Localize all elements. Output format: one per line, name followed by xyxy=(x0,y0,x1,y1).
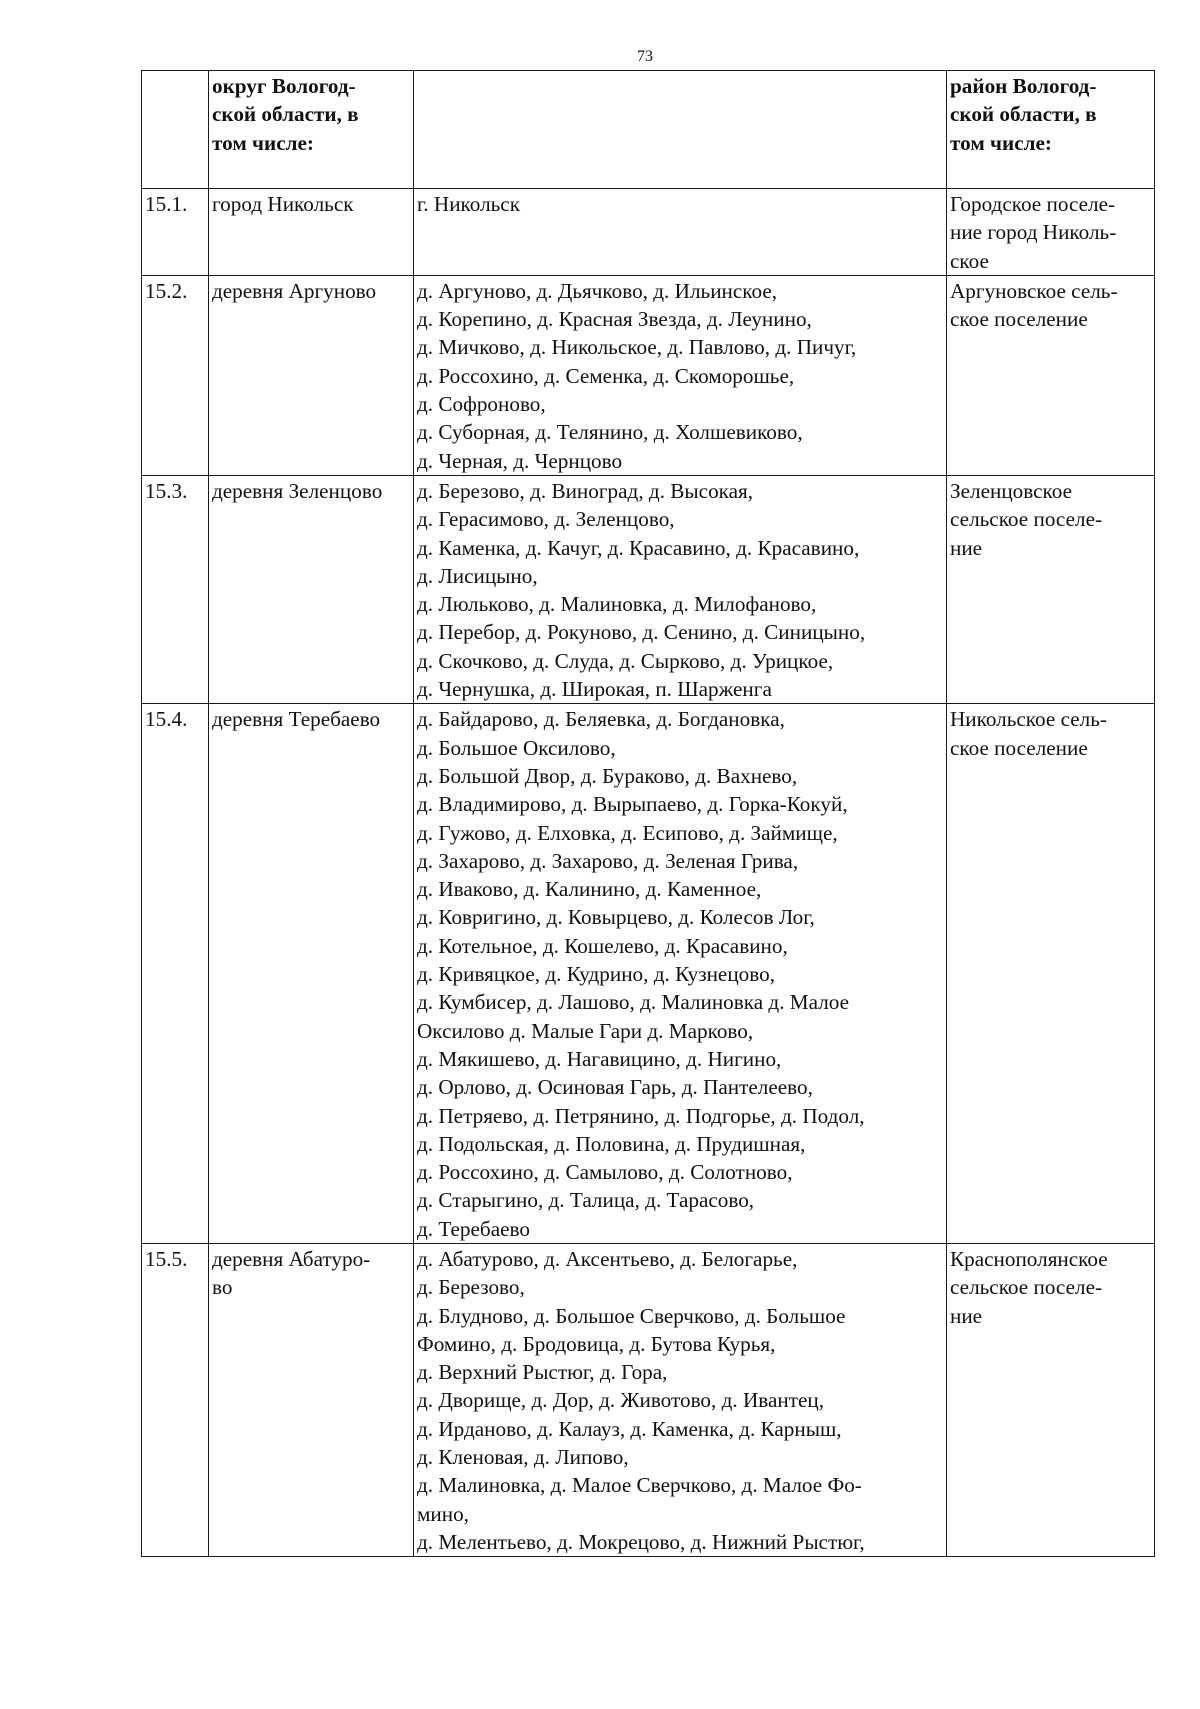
center-cell xyxy=(209,189,414,276)
settlement-line: д. Софроново, xyxy=(417,392,546,417)
settlements-table xyxy=(141,70,1155,1557)
settlement-line: д. Петряево, д. Петрянино, д. Подгорье, д. Подол, xyxy=(417,1103,865,1128)
settlement-line: д. Ковригино, д. Ковырцево, д. Колесов Лог, xyxy=(417,905,815,930)
municipality-line: Аргуновское сель- xyxy=(950,278,1118,303)
municipality-cell xyxy=(947,475,1155,703)
table-row xyxy=(142,189,1155,276)
settlement-line: д. Мелентьево, д. Мокрецово, д. Нижний Рыстюг, xyxy=(417,1529,865,1554)
settlement-line: д. Лисицыно, xyxy=(417,563,538,588)
row-number-cell: 15.3. xyxy=(142,475,209,703)
settlement-line: д. Черная, д. Чернцово xyxy=(417,448,623,473)
municipality-line: ское поселение xyxy=(950,307,1088,332)
settlement-line: д. Люльково, д. Малиновка, д. Милофаново, xyxy=(417,592,817,617)
settlement-line: д. Перебор, д. Рокуново, д. Сенино, д. Синицыно, xyxy=(417,620,866,645)
table-row xyxy=(142,275,1155,475)
settlement-line: д. Захарово, д. Захарово, д. Зеленая Грива, xyxy=(417,848,799,873)
settlement-line: д. Скочково, д. Слуда, д. Сырково, д. Урицкое, xyxy=(417,648,834,673)
header-district-line: округ Вологод- xyxy=(212,74,356,98)
municipality-line: ние xyxy=(950,1303,983,1328)
table-header-row xyxy=(142,71,1155,189)
settlement-line: д. Чернушка, д. Широкая, п. Шарженга xyxy=(417,677,772,702)
settlement-line: д. Березово, д. Виноград, д. Высокая, xyxy=(417,478,754,503)
header-region-line: район Вологод- xyxy=(950,74,1097,98)
header-region-line: ской области, в xyxy=(950,102,1097,127)
settlement-line: г. Никольск xyxy=(417,192,520,216)
table-row xyxy=(142,475,1155,703)
municipality-line: ние город Николь- xyxy=(950,220,1117,245)
settlement-line: д. Дворище, д. Дор, д. Животово, д. Ивантец, xyxy=(417,1388,825,1413)
settlement-line: д. Аргуново, д. Дьячково, д. Ильинское, xyxy=(417,278,778,303)
settlement-line: д. Блудново, д. Большое Сверчково, д. Большое xyxy=(417,1303,846,1328)
center-cell xyxy=(209,275,414,475)
settlement-line: Фомино, д. Бродовица, д. Бутова Курья, xyxy=(417,1331,776,1356)
settlement-line: д. Подольская, д. Половина, д. Прудишная, xyxy=(417,1131,806,1156)
header-district-line: ской области, в xyxy=(212,102,359,127)
center-cell xyxy=(209,704,414,1244)
municipality-line: Зеленцовское xyxy=(950,478,1073,503)
municipality-cell xyxy=(947,189,1155,276)
settlement-line: д. Кленовая, д. Липово, xyxy=(417,1445,629,1470)
municipality-line: ское поселение xyxy=(950,735,1088,760)
settlements-cell xyxy=(414,704,947,1244)
settlement-line: д. Каменка, д. Качуг, д. Красавино, д. Красавино, xyxy=(417,535,860,560)
settlement-line: д. Байдарово, д. Беляевка, д. Богдановка, xyxy=(417,707,785,732)
settlement-line: д. Верхний Рыстюг, д. Гора, xyxy=(417,1360,668,1385)
settlement-line: д. Герасимово, д. Зеленцово, xyxy=(417,507,675,532)
municipality-cell xyxy=(947,275,1155,475)
municipality-line: сельское поселе- xyxy=(950,507,1103,532)
page-number: 73 xyxy=(637,48,653,65)
settlement-line: д. Кривяцкое, д. Кудрино, д. Кузнецово, xyxy=(417,962,776,987)
center-cell xyxy=(209,475,414,703)
settlement-line: д. Орлово, д. Осиновая Гарь, д. Пантелеево, xyxy=(417,1075,813,1100)
settlements-cell xyxy=(414,189,947,276)
settlement-line: д. Березово, xyxy=(417,1275,525,1300)
center-cell xyxy=(209,1243,414,1556)
settlement-line: мино, xyxy=(417,1501,469,1526)
header-cell-number xyxy=(142,71,209,189)
municipality-cell xyxy=(947,1243,1155,1556)
settlement-line: д. Корепино, д. Красная Звезда, д. Леунино, xyxy=(417,307,812,332)
settlements-cell xyxy=(414,475,947,703)
settlement-line: д. Котельное, д. Кошелево, д. Красавино, xyxy=(417,933,788,958)
municipality-line: Городское поселе- xyxy=(950,192,1116,216)
municipality-line: Никольское сель- xyxy=(950,707,1107,732)
center-line: во xyxy=(212,1275,233,1300)
municipality-line: ское xyxy=(950,248,989,273)
settlement-line: д. Мичково, д. Никольское, д. Павлово, д. Пичуг, xyxy=(417,335,857,360)
municipality-line: Краснополянское xyxy=(950,1246,1108,1271)
header-district-line: том числе: xyxy=(212,130,314,155)
table-row xyxy=(142,704,1155,1244)
center-line: город Никольск xyxy=(212,192,354,216)
settlement-line: д. Иваково, д. Калинино, д. Каменное, xyxy=(417,877,762,902)
row-number-cell: 15.2. xyxy=(142,275,209,475)
row-number-cell: 15.1. xyxy=(142,189,209,276)
settlement-line: д. Россохино, д. Семенка, д. Скоморошье, xyxy=(417,363,795,388)
municipality-cell xyxy=(947,704,1155,1244)
settlement-line: д. Абатурово, д. Аксентьево, д. Белогарье, xyxy=(417,1246,798,1271)
settlements-cell xyxy=(414,275,947,475)
header-cell-district xyxy=(209,71,414,189)
settlement-line: д. Старыгино, д. Талица, д. Тарасово, xyxy=(417,1188,755,1213)
settlement-line: д. Теребаево xyxy=(417,1216,530,1241)
header-cell-region xyxy=(947,71,1155,189)
header-region-line: том числе: xyxy=(950,130,1052,155)
settlement-line: д. Малиновка, д. Малое Сверчково, д. Малое Фо- xyxy=(417,1473,862,1498)
row-number-cell: 15.5. xyxy=(142,1243,209,1556)
center-line: деревня Абатуро- xyxy=(212,1246,371,1271)
settlement-line: д. Мякишево, д. Нагавицино, д. Нигино, xyxy=(417,1046,782,1071)
settlement-line: д. Россохино, д. Самылово, д. Солотново, xyxy=(417,1160,793,1185)
settlement-line: Оксилово д. Малые Гари д. Марково, xyxy=(417,1018,754,1043)
center-line: деревня Зеленцово xyxy=(212,478,383,503)
settlement-line: д. Большой Двор, д. Бураково, д. Вахнево, xyxy=(417,763,798,788)
settlement-line: д. Ирданово, д. Калауз, д. Каменка, д. Карныш, xyxy=(417,1416,842,1441)
municipality-line: ние xyxy=(950,535,983,560)
row-number-cell: 15.4. xyxy=(142,704,209,1244)
settlement-line: д. Суборная, д. Телянино, д. Холшевиково, xyxy=(417,420,803,445)
settlement-line: д. Кумбисер, д. Лашово, д. Малиновка д. Малое xyxy=(417,990,850,1015)
center-line: деревня Теребаево xyxy=(212,707,381,732)
settlement-line: д. Гужово, д. Елховка, д. Есипово, д. Займище, xyxy=(417,820,838,845)
center-line: деревня Аргуново xyxy=(212,278,377,303)
header-cell-settlements xyxy=(414,71,947,189)
settlement-line: д. Большое Оксилово, xyxy=(417,735,616,760)
settlements-cell xyxy=(414,1243,947,1556)
settlement-line: д. Владимирово, д. Вырыпаево, д. Горка-Кокуй, xyxy=(417,792,848,817)
table-body xyxy=(142,71,1155,1557)
table-row xyxy=(142,1243,1155,1556)
municipality-line: сельское поселе- xyxy=(950,1275,1103,1300)
